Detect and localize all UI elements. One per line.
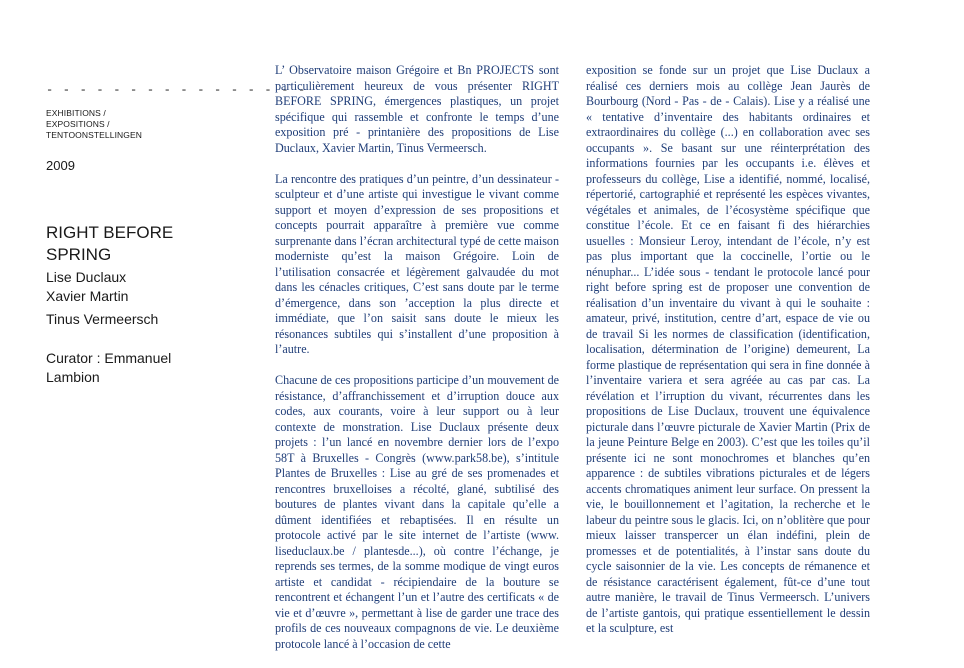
category-label bbox=[46, 108, 142, 141]
category-line: EXPOSITIONS / bbox=[46, 119, 110, 129]
artist-name: Xavier Martin bbox=[46, 288, 129, 304]
artist-list bbox=[46, 268, 158, 329]
curator-line: Curator : Emmanuel bbox=[46, 350, 172, 366]
paragraph-propositions: Chacune de ces propositions participe d’un mouvement de résistance, d’affranchissement et d’irruption douce aux codes, aux courants, voire à leur support ou à leur contexte de monstration. Lise Duclaux présente deux projets : l’un lancé en novembre dernier lors de l’expo 58T à Bruxelles - Congrès (www.park58.be), s’intitule Plantes de Bruxelles : Lise au gré de ses promenades et rencontres bruxelloises a récolté, glané, subtilisé des boutures de plantes vivant dans la capitale qu’elle a dûment identifiées et rebaptisées. Il en résulte un protocole activé par le site internet de l’artiste (www. liseduclaux.be / plantesde...), où contre l’échange, je reprends ses termes, de la somme modique de vingt euros artiste et candidat - récipiendaire de la bouture se rencontrent et échangent l’un et l’autre des certificats « de vie et d’œuvre », permettant à lise de garder une trace des profils de ces nouveaux compagnons de vie. Le deuxième protocole lancé à l’occasion de cette bbox=[275, 373, 559, 651]
paragraph-encounter: La rencontre des pratiques d’un peintre, d’un dessinateur - sculpteur et d’une artiste qui investigue le vivant comme support et moyen d’expression de ses propositions et concepts pourrait apparaître à première vue comme surprenante dans l’écran architectural typé de cette maison moderniste qu’est la maison Grégoire. Loin de l’utilisation consacrée et légèrement galvaudée du mot dans les cénacles critiques, C’est sans doute par le terme d’émergence, dans son ’acception la plus directe et immédiate, que l’on saisit sans doute le mieux les résonances subtiles qui s’installent d’une proposition à l’autre. bbox=[275, 171, 559, 356]
curator-line: Lambion bbox=[46, 369, 100, 385]
paragraph-continuation: exposition se fonde sur un projet que Lise Duclaux a réalisé ces derniers mois au collège Jean Jaurès de Bourbourg (Nord - Pas - de - Calais). Lise y a réalisé une « tentative d’inventaire des habitants ordinaires et extraordinaires du collège (...) en collaboration avec ses occupants ». Se basant sur une réinterprétation des informations fournies par les occupants i.e. élèves et professeurs du collège, Lise a identifié, nommé, localisé, répertorié, cartographié et représenté les espèces vivantes, végétales et animales, de l’écosystème spécifique que constitue l’école. Et ce en faisant fi des hiérarchies usuelles : Monsieur Leroy, intendant de l’école, n’y est pas plus important que la coccinelle, l’ortie ou le nénuphar... L’idée sous - tendant le protocole lancé pour right before spring est de proposer une convention de réalisation d’un inventaire du vivant à qui le souhaite : amateur, privé, institution, centre d’art, espace de vie ou de travail Si les normes de classification (identification, localisation, détermination de l’origine) demeurent, La forme plastique de représentation qui sera in fine donnée à l’inventaire variera et sera agréée au cas par cas. La révélation et l’irruption du vivant, récurrentes dans les propositions de Lise Duclaux, trouvent une équivalence picturale dans l’œuvre picturale de Xavier Martin (Prix de la jeune Peinture Belge en 2003). C’est que les toiles qu’il présente ici ne sont monochromes et blanches qu’en apparence : de subtiles vibrations picturales et de légers accents chromatiques animent leur surface. On pressent la vie, le bouillonnement et l’agitation, la recherche et le labeur du peintre sous le glacis. Ici, on n’oblitère que pour mieux laisser transpercer un élan indéfini, plein de promesses et de potentialités, à l’instar sans doute du cycle saisonnier de la vie. Les concepts de rémanence et de résistance caractérisent également, fût-ce d’une tout autre manière, le travail de Tinus Vermeersch. L’univers de l’artiste gantois, qui pratique essentiellement le dessin et la sculpture, est bbox=[586, 63, 870, 635]
title-line: RIGHT BEFORE bbox=[46, 223, 174, 242]
curator-credit bbox=[46, 349, 196, 387]
artist-name: Tinus Vermeersch bbox=[46, 311, 159, 327]
category-line: EXHIBITIONS / bbox=[46, 108, 106, 118]
title-line: SPRING bbox=[46, 245, 112, 264]
article-column-left bbox=[275, 63, 559, 652]
sidebar-divider: - - - - - - - - - - - - - - - - bbox=[46, 83, 307, 97]
artist-name: Lise Duclaux bbox=[46, 269, 127, 285]
category-line: TENTOONSTELLINGEN bbox=[46, 130, 143, 140]
exhibition-year: 2009 bbox=[46, 158, 75, 173]
paragraph-intro: L’ Observatoire maison Grégoire et Bn PROJECTS sont particulièrement heureux de vous présenter RIGHT BEFORE SPRING, émergences plastiques, un projet spécifique qui rassemble et confronte le temps d’une exposition pré - printanière des propositions de Lise Duclaux, Xavier Martin, Tinus Vermeersch. bbox=[275, 63, 559, 155]
article-column-right bbox=[586, 63, 870, 637]
exhibition-title bbox=[46, 222, 173, 266]
